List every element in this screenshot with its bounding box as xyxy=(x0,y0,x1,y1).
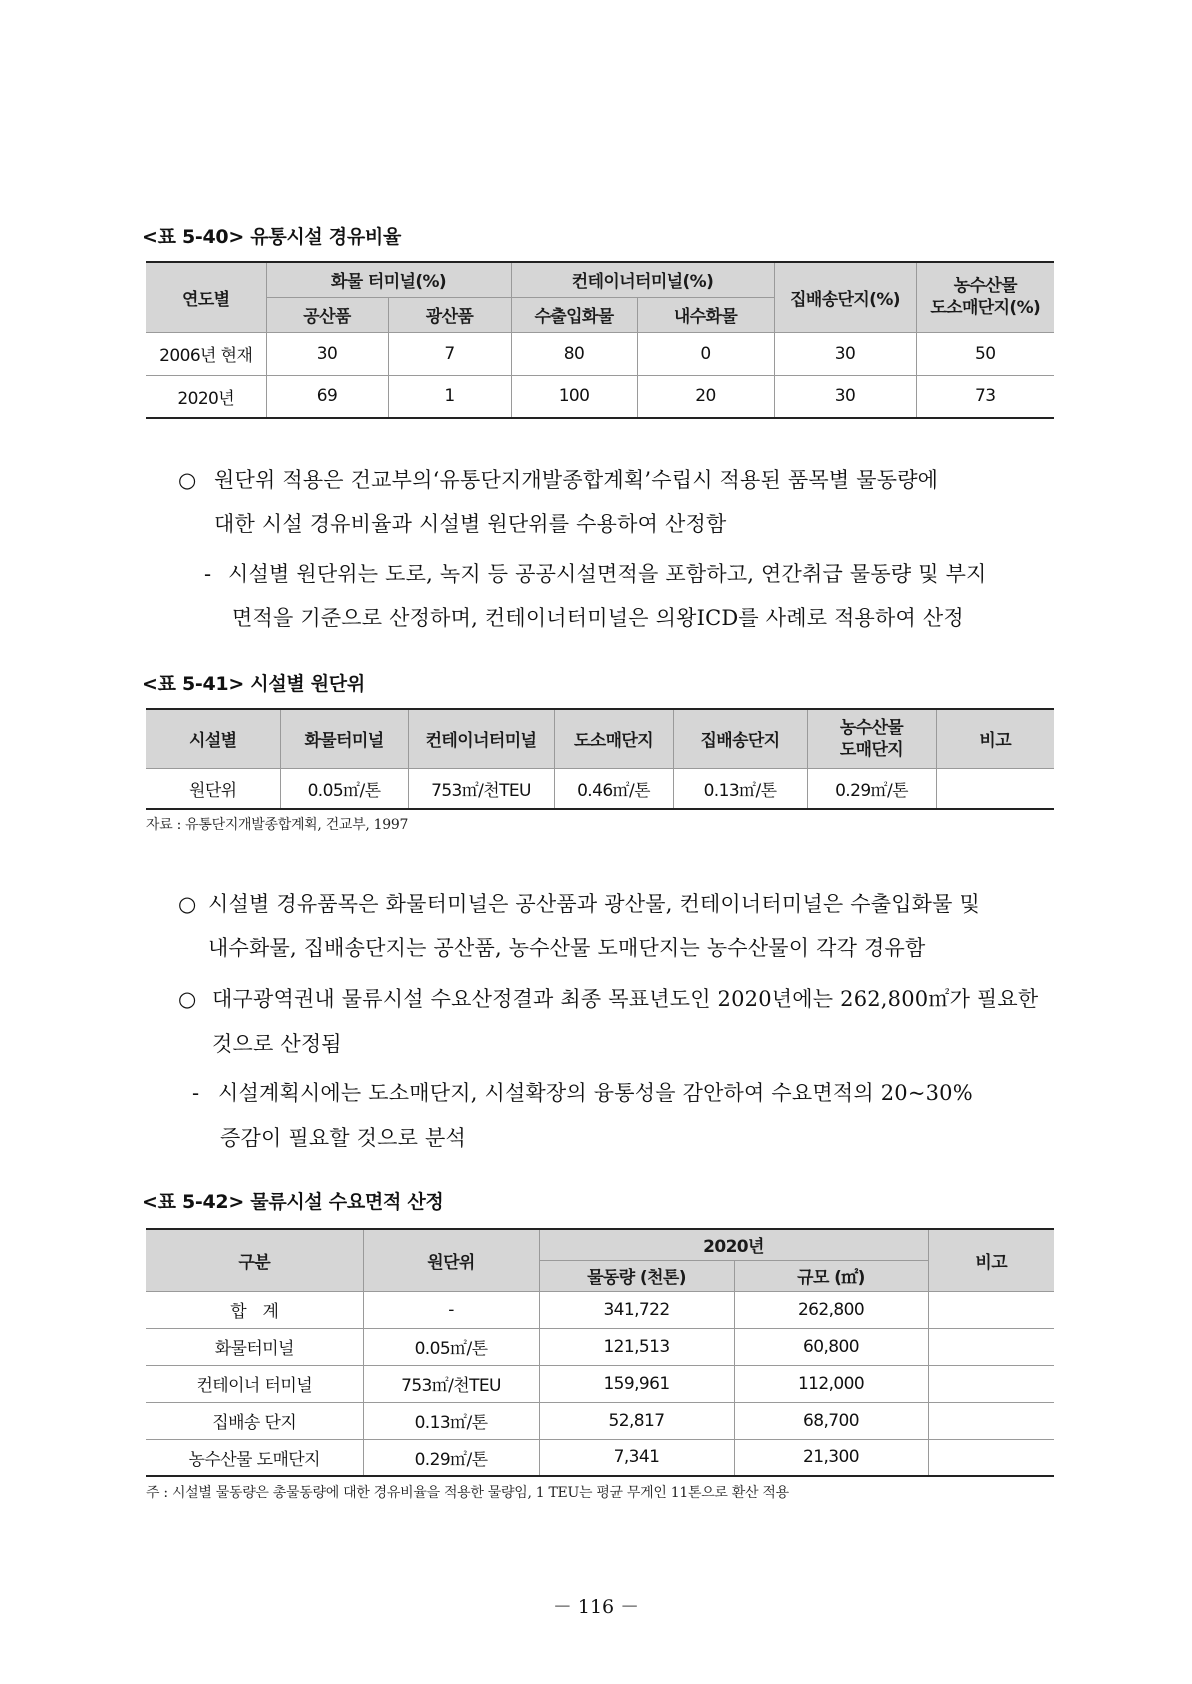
cell-category: 합 계 xyxy=(146,1291,363,1328)
cell-category: 농수산물 도매단지 xyxy=(146,1439,363,1476)
paragraph-1-line-4: 면적을 기준으로 산정하며, 컨테이너터미널은 의왕ICD를 사례로 적용하여 산정 xyxy=(232,606,964,630)
cell-label: 원단위 xyxy=(146,768,280,809)
header-remark: 비고 xyxy=(936,709,1054,768)
cell-remark xyxy=(936,768,1054,809)
header-agri-line2: 도매단지 xyxy=(839,739,904,760)
header-remark: 비고 xyxy=(928,1229,1054,1291)
paragraph-2-line-3 xyxy=(178,977,1038,1021)
cell: 753㎡/천TEU xyxy=(363,1365,539,1402)
table-5-40-caption: <표 5-40> 유통시설 경유비율 xyxy=(142,226,402,248)
cell: 0.29㎡/톤 xyxy=(807,768,936,809)
cell: 1 xyxy=(388,375,511,418)
header-category: 구분 xyxy=(146,1229,363,1291)
table-row xyxy=(146,1439,1054,1476)
paragraph-2-line-6: 증감이 필요할 것으로 분석 xyxy=(220,1126,466,1150)
table-row xyxy=(146,1328,1054,1365)
header-cargo-sub-2: 광산품 xyxy=(388,297,511,332)
table-5-41 xyxy=(146,708,1054,810)
header-agri xyxy=(916,262,1054,332)
cell: 50 xyxy=(916,332,1054,375)
header-agri-line1: 농수산물 xyxy=(953,276,1017,297)
cell: 80 xyxy=(511,332,637,375)
cell: 341,722 xyxy=(539,1291,734,1328)
header-wholesale: 도소매단지 xyxy=(554,709,673,768)
header-container-terminal: 컨테이너터미널 xyxy=(408,709,554,768)
header-year: 2020년 xyxy=(539,1229,928,1260)
cell: 7,341 xyxy=(539,1439,734,1476)
cell: 0.05㎡/톤 xyxy=(280,768,408,809)
cell-category: 집배송 단지 xyxy=(146,1402,363,1439)
dash-marker: - xyxy=(192,1081,200,1105)
header-year: 연도별 xyxy=(146,262,266,332)
table-5-41-caption: <표 5-41> 시설별 원단위 xyxy=(142,673,365,695)
cell: 159,961 xyxy=(539,1365,734,1402)
header-delivery: 집배송단지(%) xyxy=(774,262,916,332)
header-agri xyxy=(807,709,936,768)
cell-remark xyxy=(928,1328,1054,1365)
paragraph-text: 시설별 경유품목은 화물터미널은 공산품과 광산물, 컨테이너터미널은 수출입화물 및 xyxy=(208,892,981,916)
cell: 100 xyxy=(511,375,637,418)
cell: 60,800 xyxy=(734,1328,928,1365)
cell: 73 xyxy=(916,375,1054,418)
paragraph-2-line-5 xyxy=(192,1071,973,1115)
header-agri-line2: 도소매단지(%) xyxy=(930,298,1041,319)
header-cargo-terminal: 화물 터미널(%) xyxy=(266,262,511,297)
cell: 30 xyxy=(266,332,388,375)
bullet-marker: ○ xyxy=(178,892,197,916)
table-row xyxy=(146,768,1054,809)
cell: 21,300 xyxy=(734,1439,928,1476)
table-row xyxy=(146,332,1054,375)
cell-category: 화물터미널 xyxy=(146,1328,363,1365)
cell: 262,800 xyxy=(734,1291,928,1328)
cell: 69 xyxy=(266,375,388,418)
cell: 112,000 xyxy=(734,1365,928,1402)
cell: 0 xyxy=(637,332,774,375)
paragraph-2-line-1 xyxy=(178,882,980,926)
paragraph-2-line-2: 내수화물, 집배송단지는 공산품, 농수산물 도매단지는 농수산물이 각각 경유함 xyxy=(208,936,926,960)
table-5-42-caption: <표 5-42> 물류시설 수요면적 산정 xyxy=(142,1191,444,1213)
header-unit: 원단위 xyxy=(363,1229,539,1291)
table-row xyxy=(146,1365,1054,1402)
table-row xyxy=(146,375,1054,418)
header-facility: 시설별 xyxy=(146,709,280,768)
cell-remark xyxy=(928,1291,1054,1328)
header-container-terminal: 컨테이너터미널(%) xyxy=(511,262,774,297)
header-cargo-terminal: 화물터미널 xyxy=(280,709,408,768)
bullet-marker: ○ xyxy=(178,987,197,1011)
paragraph-text: 원단위 적용은 건교부의‘유통단지개발종합계획’수립시 적용된 품목별 물동량에 xyxy=(214,468,939,492)
header-container-sub-2: 내수화물 xyxy=(637,297,774,332)
cell-remark xyxy=(928,1439,1054,1476)
header-delivery: 집배송단지 xyxy=(673,709,807,768)
cell: 0.46㎡/톤 xyxy=(554,768,673,809)
page-number: － 116 － xyxy=(552,1596,640,1618)
cell: 20 xyxy=(637,375,774,418)
paragraph-1-line-3 xyxy=(204,552,987,596)
cell: 30 xyxy=(774,332,916,375)
header-scale: 규모 (㎡) xyxy=(734,1260,928,1291)
cell-remark xyxy=(928,1365,1054,1402)
cell-year: 2006년 현재 xyxy=(146,332,266,375)
table-5-41-source: 자료 : 유통단지개발종합계획, 건교부, 1997 xyxy=(146,817,409,833)
paragraph-2-line-4: 것으로 산정됨 xyxy=(212,1032,342,1056)
cell: 30 xyxy=(774,375,916,418)
table-5-42-note: 주 : 시설별 물동량은 총물동량에 대한 경유비율을 적용한 물량임, 1 TEU는 평균 무게인 11톤으로 환산 적용 xyxy=(146,1485,789,1501)
cell: 0.29㎡/톤 xyxy=(363,1439,539,1476)
bullet-marker: ○ xyxy=(178,468,197,492)
cell: 121,513 xyxy=(539,1328,734,1365)
paragraph-1-line-2: 대한 시설 경유비율과 시설별 원단위를 수용하여 산정함 xyxy=(214,512,727,536)
cell: 7 xyxy=(388,332,511,375)
table-5-40 xyxy=(146,261,1054,419)
cell: 52,817 xyxy=(539,1402,734,1439)
paragraph-1-line-1 xyxy=(178,458,938,502)
cell-year: 2020년 xyxy=(146,375,266,418)
header-agri-line1: 농수산물 xyxy=(839,717,904,738)
cell: 68,700 xyxy=(734,1402,928,1439)
cell-category: 컨테이너 터미널 xyxy=(146,1365,363,1402)
cell: 0.13㎡/톤 xyxy=(363,1402,539,1439)
paragraph-text: 시설계획시에는 도소매단지, 시설확장의 융통성을 감안하여 수요면적의 20~30% xyxy=(218,1081,973,1105)
paragraph-text: 시설별 원단위는 도로, 녹지 등 공공시설면적을 포함하고, 연간취급 물동량 및 부지 xyxy=(228,562,987,586)
table-row xyxy=(146,1402,1054,1439)
dash-marker: - xyxy=(204,562,212,586)
header-cargo-sub-1: 공산품 xyxy=(266,297,388,332)
cell: 753㎡/천TEU xyxy=(408,768,554,809)
header-container-sub-1: 수출입화물 xyxy=(511,297,637,332)
header-volume: 물동량 (천톤) xyxy=(539,1260,734,1291)
cell: 0.05㎡/톤 xyxy=(363,1328,539,1365)
cell: - xyxy=(363,1291,539,1328)
cell: 0.13㎡/톤 xyxy=(673,768,807,809)
cell-remark xyxy=(928,1402,1054,1439)
table-row xyxy=(146,1291,1054,1328)
table-5-42 xyxy=(146,1228,1054,1477)
paragraph-text: 대구광역권내 물류시설 수요산정결과 최종 목표년도인 2020년에는 262,800㎡가 필요한 xyxy=(212,987,1039,1011)
